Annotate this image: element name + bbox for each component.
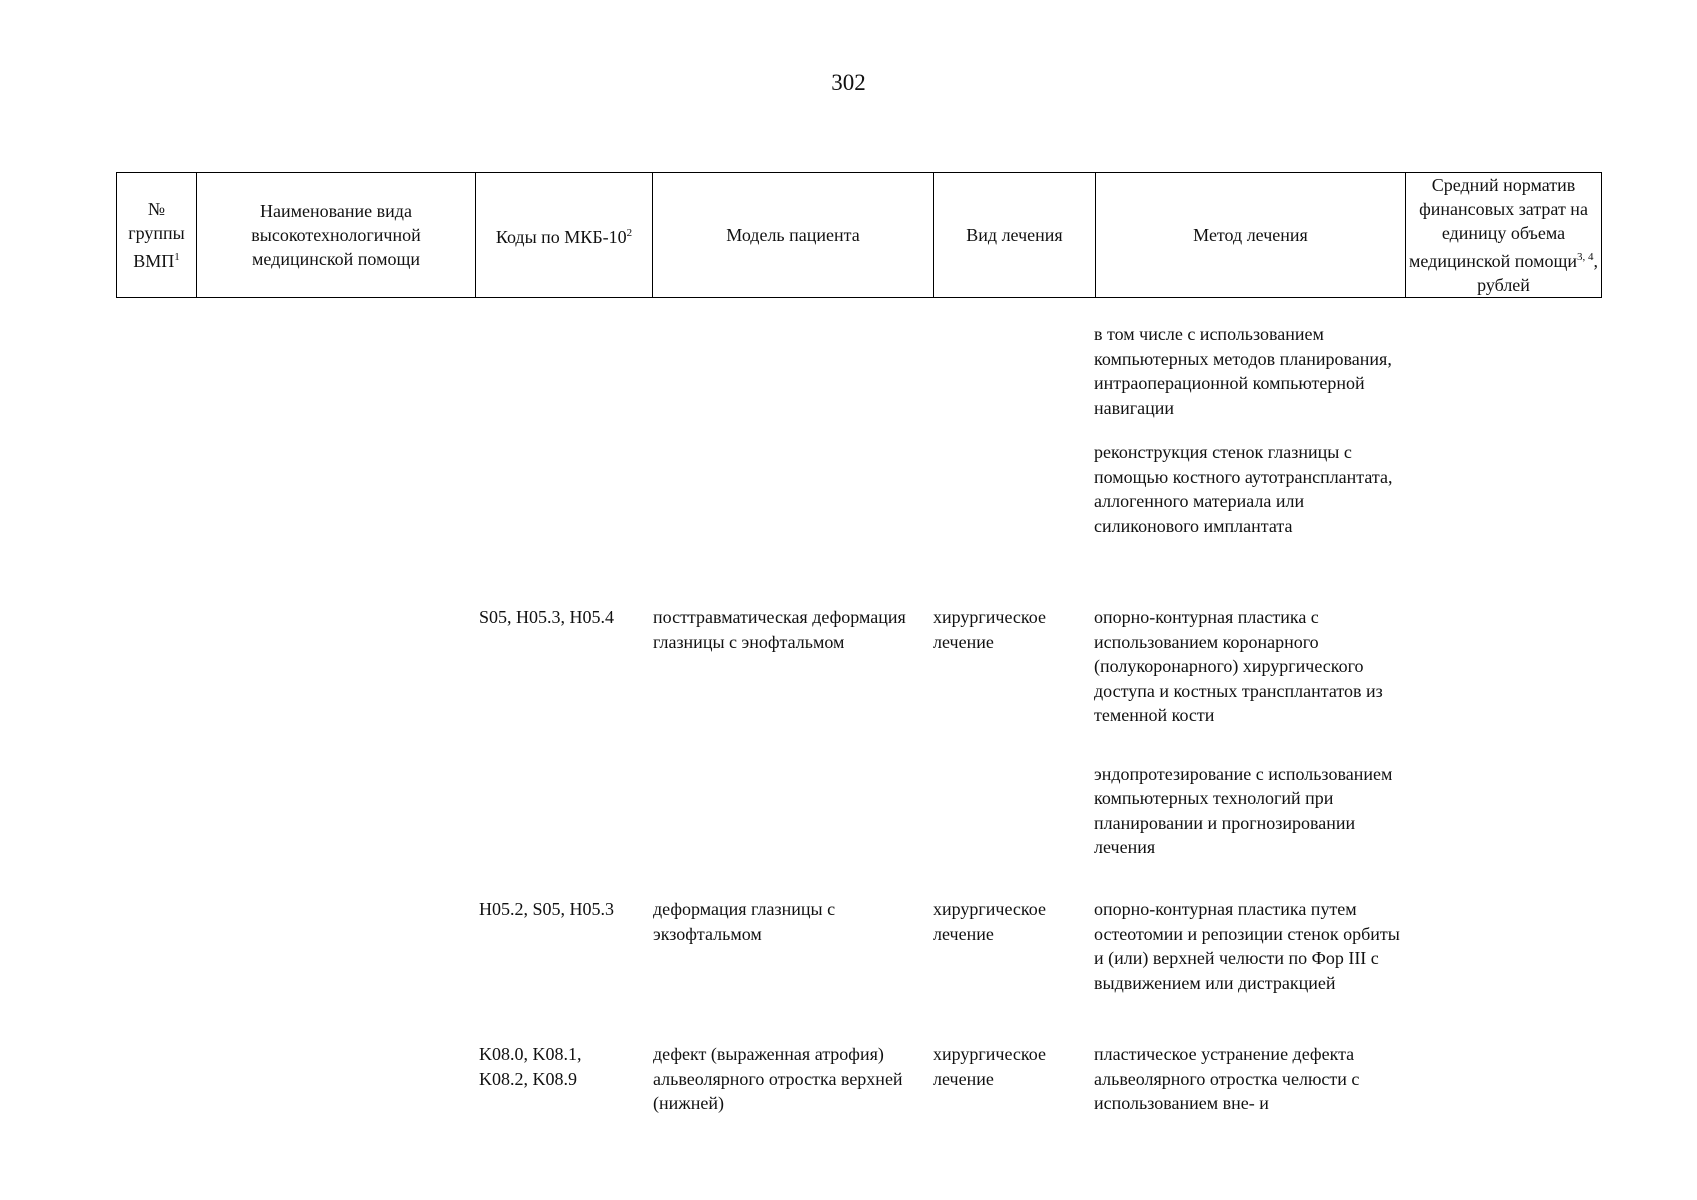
header-patient-model: Модель пациента bbox=[653, 173, 934, 298]
table-header bbox=[116, 172, 1602, 298]
row-1-type: хирургическое лечение bbox=[933, 607, 1046, 652]
header-care-type: Наименование вида высокотехнологичной медицинской помощи bbox=[197, 173, 476, 298]
method-text: эндопротезирование с использованием компьютерных технологий при планировании и прогнозировании лечения bbox=[1094, 763, 1393, 857]
header-group-no: № группы ВМП$^1$ bbox=[117, 173, 197, 298]
header-icd-codes: Коды по МКБ-$10^2$ bbox=[476, 173, 653, 298]
row-1-model: посттравматическая деформация глазницы с энофтальмом bbox=[653, 607, 906, 652]
row-1-methods bbox=[1094, 605, 1406, 860]
page-number: 302 bbox=[831, 70, 866, 95]
header-treatment-type: Вид лечения bbox=[934, 173, 1096, 298]
method-text: опорно-контурная пластика путем остеотомии и репозиции стенок орбиты и (или) верхней челюсти по Фор III с выдвижением или дистракцией bbox=[1094, 899, 1400, 993]
row-3-methods bbox=[1094, 1042, 1406, 1116]
method-text: реконструкция стенок глазницы с помощью костного аутотрансплантата, аллогенного материала или силиконового имплантата bbox=[1094, 442, 1393, 536]
row-2-methods bbox=[1094, 897, 1406, 995]
header-cost-norm: Средний норматив финансовых затрат на единицу объема медицинской помощи$^{3, 4}$, рублей bbox=[1406, 173, 1602, 298]
row-2-model: деформация глазницы с экзофтальмом bbox=[653, 899, 836, 944]
method-text: пластическое устранение дефекта альвеолярного отростка челюсти с использованием вне- и bbox=[1094, 1044, 1360, 1113]
row-3-codes: K08.0, K08.1, K08.2, K08.9 bbox=[479, 1044, 582, 1089]
row-3-type: хирургическое лечение bbox=[933, 1044, 1046, 1089]
method-continued bbox=[1094, 322, 1406, 538]
header-treatment-method: Метод лечения bbox=[1096, 173, 1406, 298]
row-2-type: хирургическое лечение bbox=[933, 899, 1046, 944]
row-2-codes: H05.2, S05, H05.3 bbox=[479, 899, 615, 919]
method-text: в том числе с использованием компьютерных методов планирования, интраоперационной компьютерной навигации bbox=[1094, 324, 1392, 418]
row-1-codes: S05, H05.3, H05.4 bbox=[479, 607, 615, 627]
method-text: опорно-контурная пластика с использованием коронарного (полукоронарного) хирургического доступа и костных трансплантатов из теменной кости bbox=[1094, 607, 1383, 725]
row-3-model: дефект (выраженная атрофия) альвеолярного отростка верхней (нижней) bbox=[653, 1044, 903, 1113]
